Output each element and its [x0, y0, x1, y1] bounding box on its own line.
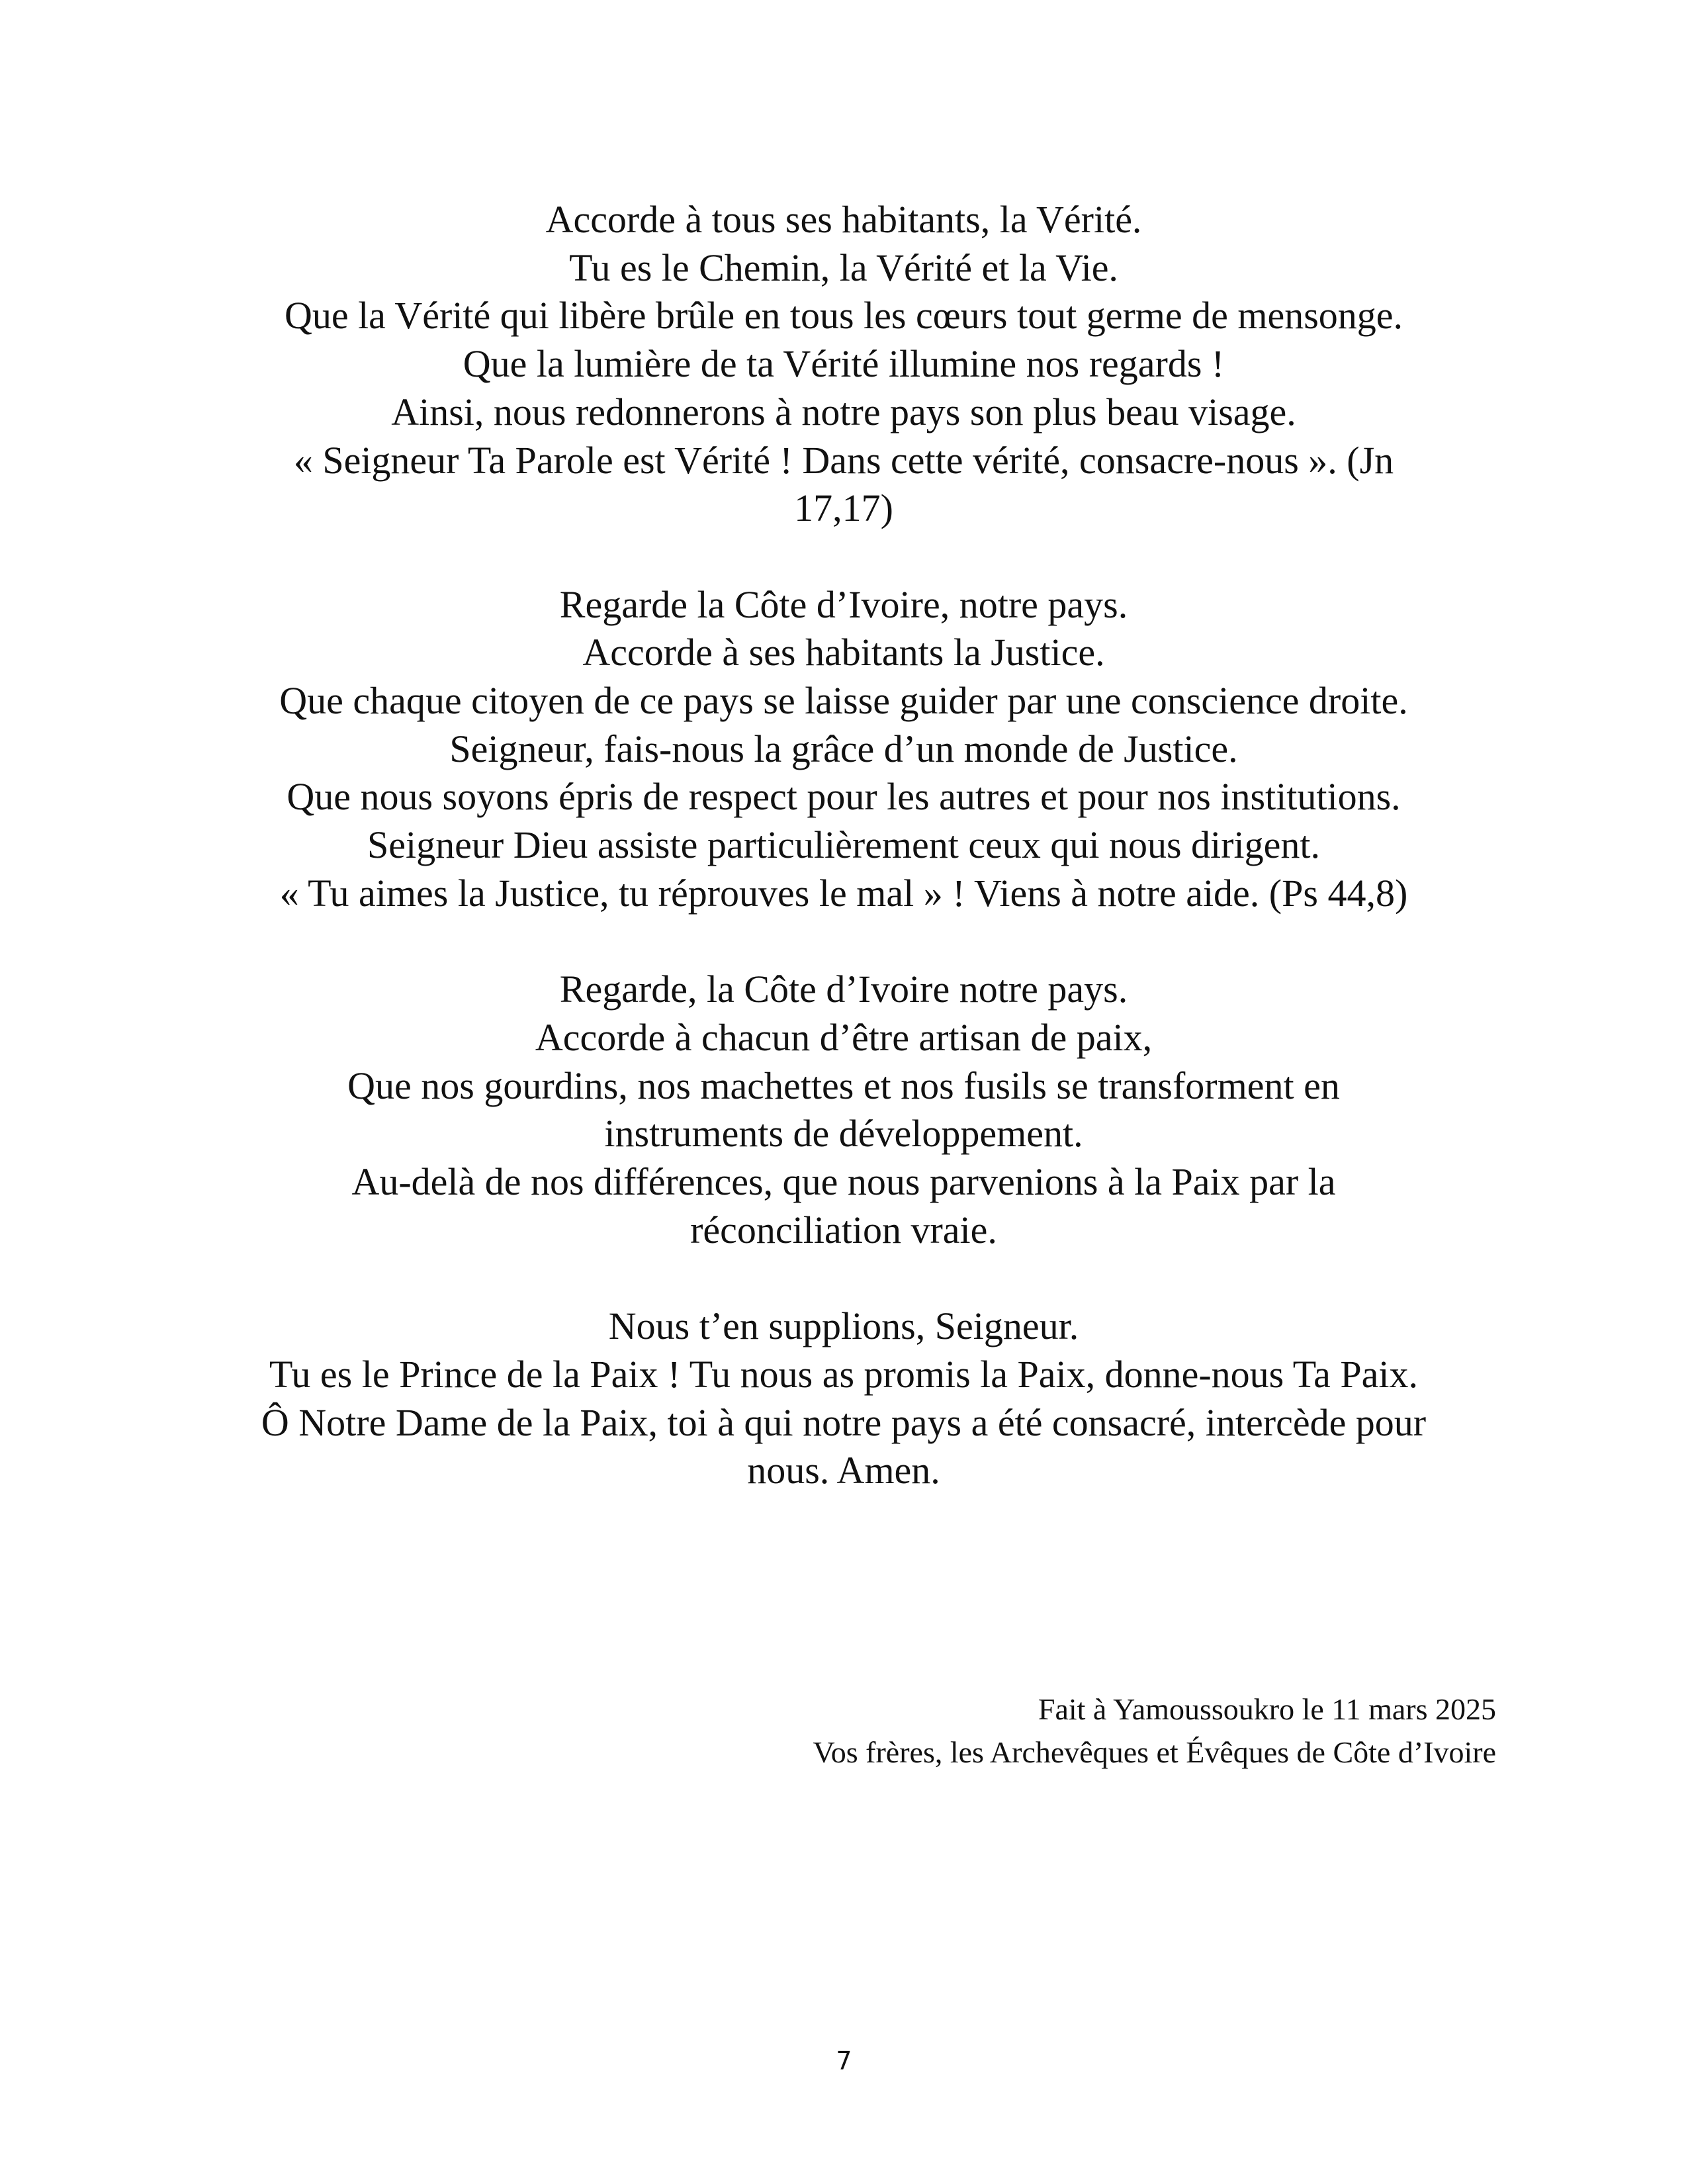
prayer-line: Que la Vérité qui libère brûle en tous les cœurs tout germe de mensonge. [284, 294, 1403, 338]
place-and-date: Fait à Yamoussoukro le 11 mars 2025 [1038, 1692, 1496, 1726]
prayer-line: Seigneur Dieu assiste particulièrement ceux qui nous dirigent. [367, 823, 1320, 867]
prayer-line: Regarde la Côte d’Ivoire, notre pays. [559, 582, 1128, 626]
prayer-line: Nous t’en supplions, Seigneur. [608, 1304, 1079, 1348]
stanza-justice [192, 581, 1495, 918]
stanza-paix [192, 966, 1495, 1254]
stanza-verite [192, 196, 1495, 533]
prayer-line: Au-delà de nos différences, que nous parvenions à la Paix par la [351, 1160, 1336, 1204]
prayer-line: Que chaque citoyen de ce pays se laisse guider par une conscience droite. [279, 679, 1408, 723]
prayer-line: nous. Amen. [747, 1449, 940, 1492]
prayer-line: « Seigneur Ta Parole est Vérité ! Dans cette vérité, consacre-nous ». (Jn [293, 438, 1394, 482]
prayer-line: Accorde à chacun d’être artisan de paix, [535, 1015, 1153, 1059]
prayer-line: Que la lumière de ta Vérité illumine nos regards ! [463, 342, 1225, 386]
prayer-line: Accorde à ses habitants la Justice. [582, 631, 1105, 674]
prayer-line: Ainsi, nous redonnerons à notre pays son plus beau visage. [391, 390, 1296, 433]
prayer-line: instruments de développement. [604, 1112, 1083, 1156]
prayer-line: « Tu aimes la Justice, tu réprouves le mal » ! Viens à notre aide. (Ps 44,8) [279, 871, 1408, 915]
prayer-text [192, 196, 1495, 1495]
prayer-line: Ô Notre Dame de la Paix, toi à qui notre pays a été consacré, intercède pour [261, 1400, 1427, 1444]
prayer-line: Accorde à tous ses habitants, la Vérité. [545, 198, 1142, 241]
prayer-line: Que nos gourdins, nos machettes et nos fusils se transforment en [347, 1064, 1340, 1107]
signature-block [813, 1688, 1496, 1774]
stanza-conclusion [192, 1302, 1495, 1495]
prayer-line: Que nous soyons épris de respect pour les autres et pour nos institutions. [287, 775, 1401, 819]
page-number: 7 [836, 2046, 852, 2075]
prayer-line: Seigneur, fais-nous la grâce d’un monde de Justice. [449, 727, 1238, 770]
prayer-line: Tu es le Chemin, la Vérité et la Vie. [569, 246, 1118, 289]
prayer-line: réconciliation vraie. [690, 1208, 997, 1251]
prayer-line: Tu es le Prince de la Paix ! Tu nous as promis la Paix, donne-nous Ta Paix. [269, 1352, 1418, 1396]
prayer-line: Regarde, la Côte d’Ivoire notre pays. [559, 968, 1128, 1011]
authors: Vos frères, les Archevêques et Évêques de Côte d’Ivoire [813, 1735, 1496, 1769]
prayer-line: 17,17) [794, 486, 893, 530]
